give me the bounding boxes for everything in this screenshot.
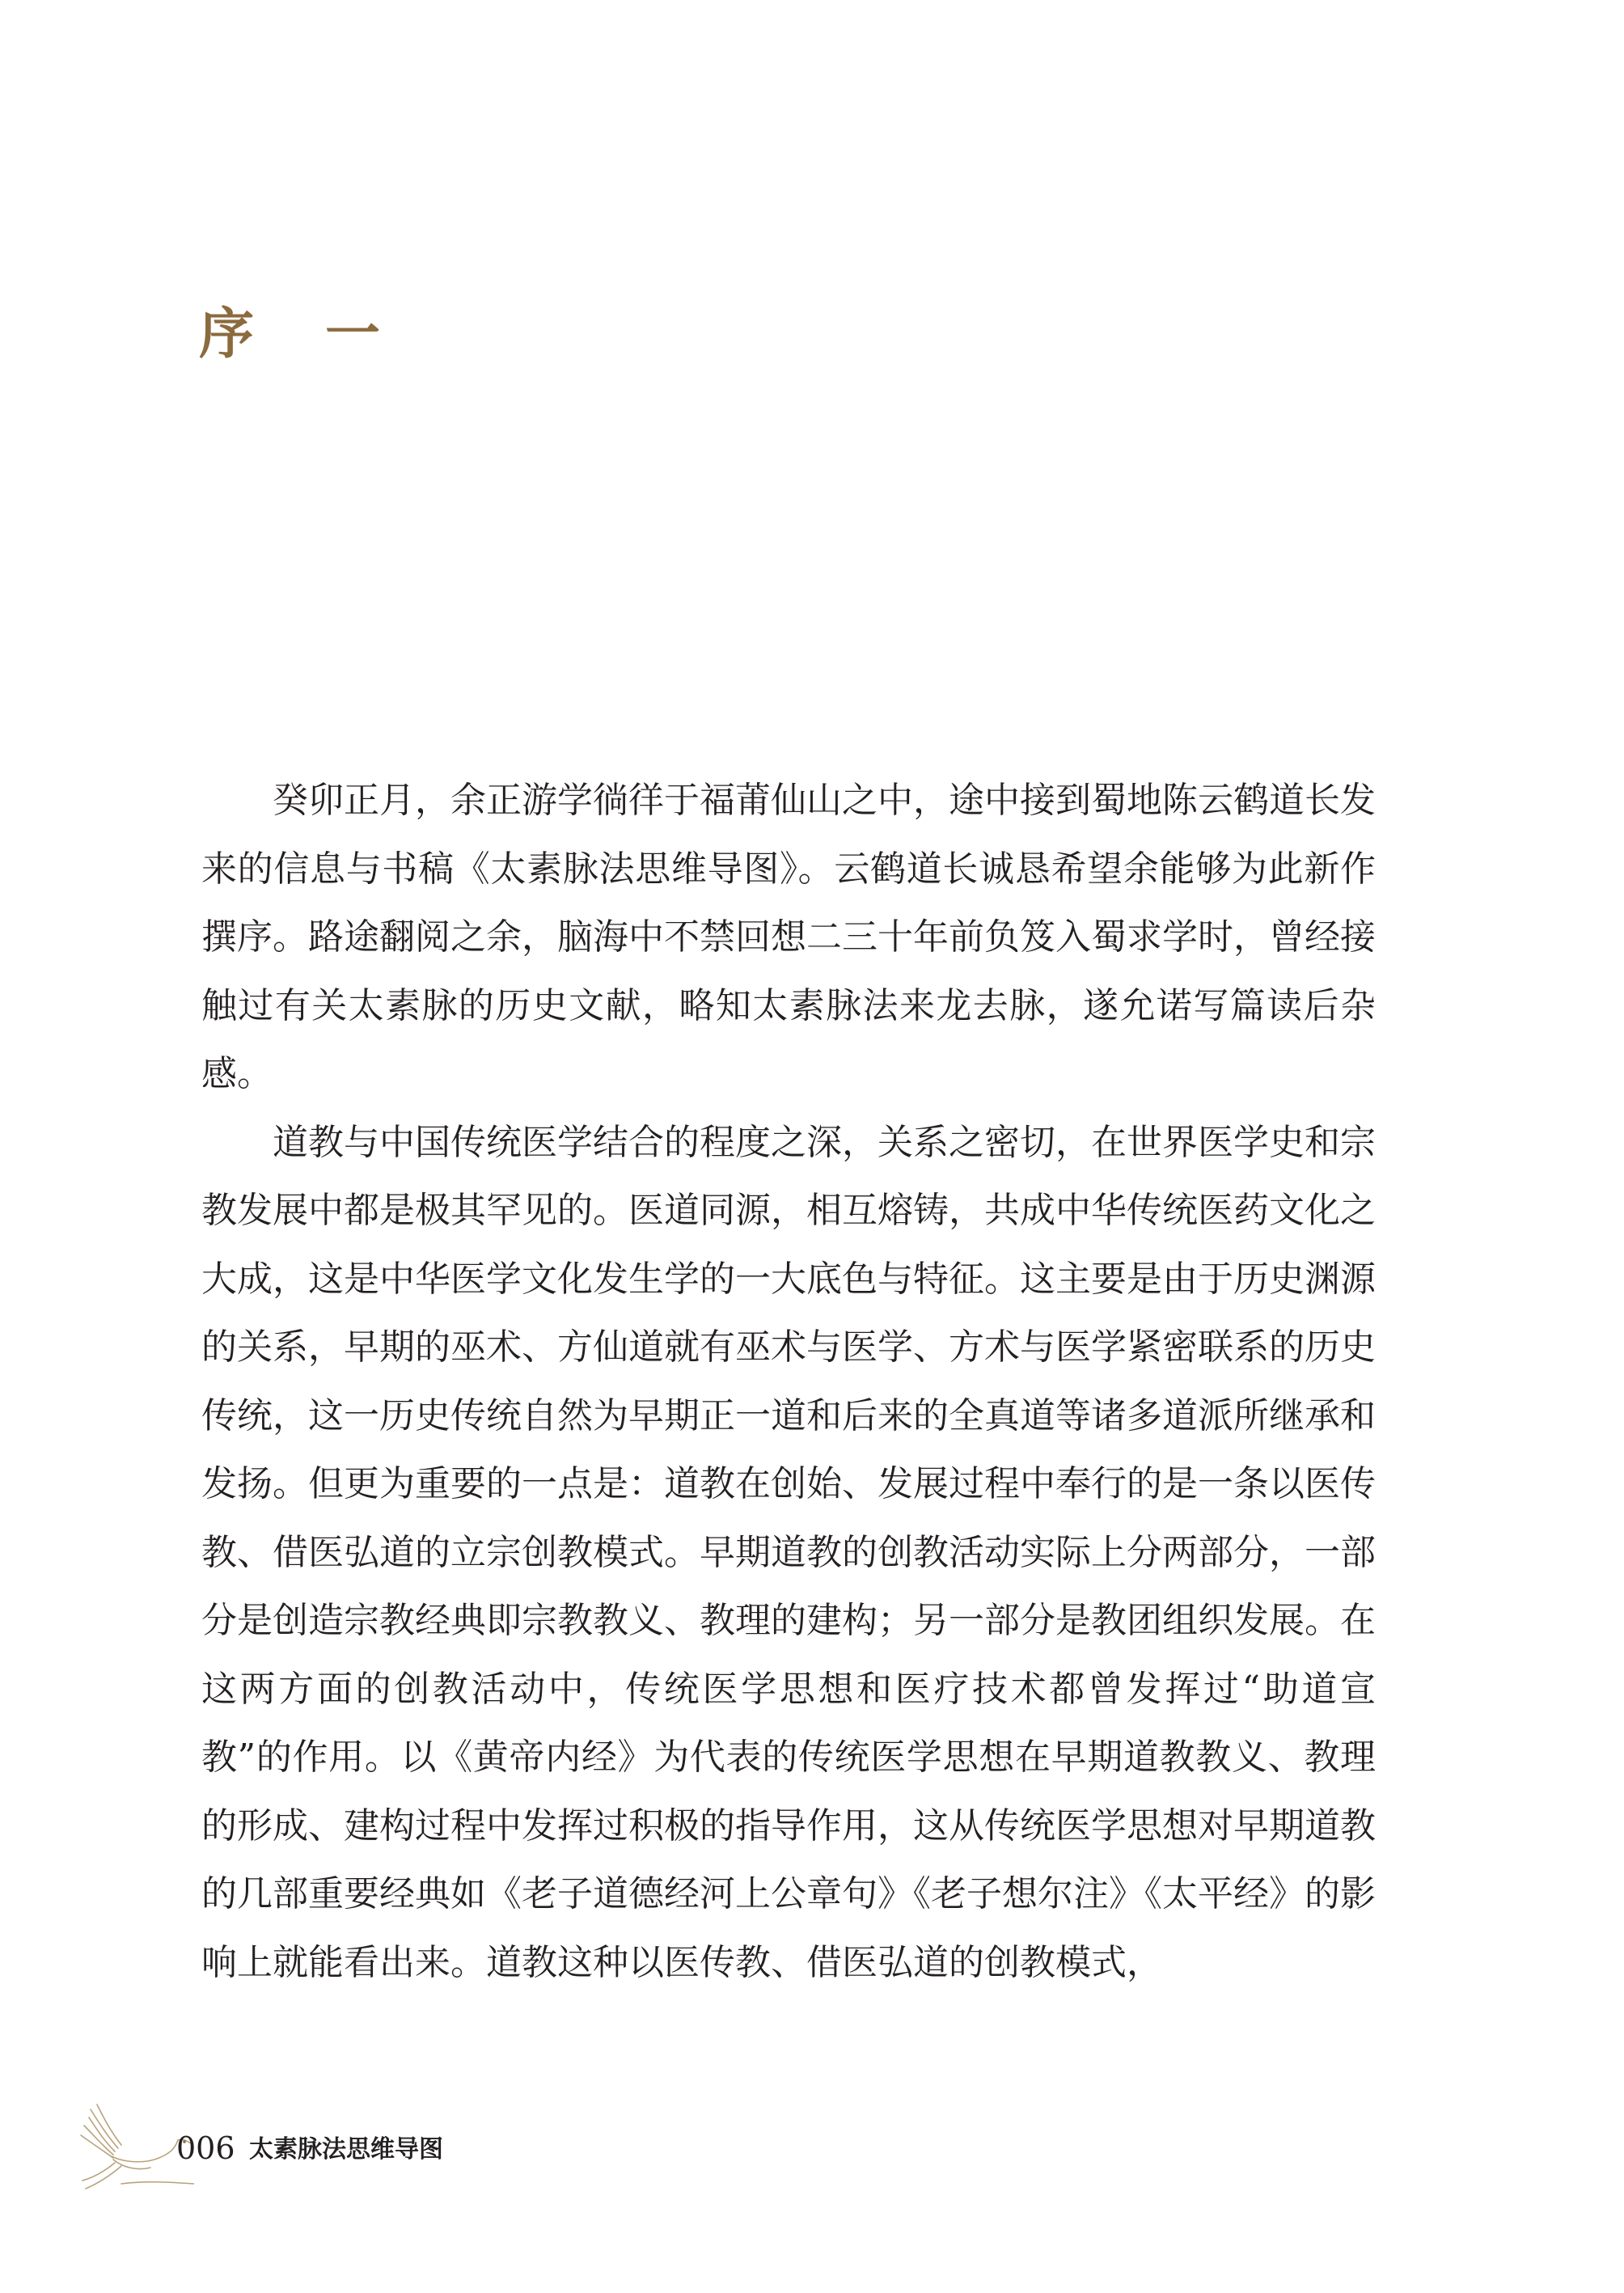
section-title: 序一 bbox=[199, 302, 452, 366]
page-footer bbox=[73, 2093, 639, 2215]
body-text bbox=[201, 767, 1376, 1997]
page-number: 006 bbox=[176, 2130, 235, 2166]
running-book-title: 太素脉法思维导图 bbox=[249, 2135, 443, 2164]
paragraph-1: 癸卯正月，余正游学徜徉于福莆仙山之中，途中接到蜀地陈云鹤道长发来的信息与书稿《太素脉法思维导图》。云鹤道长诚恳希望余能够为此新作撰序。路途翻阅之余，脑海中不禁回想二三十年前负笈入蜀求学时，曾经接触过有关太素脉的历史文献，略知太素脉法来龙去脉，遂允诺写篇读后杂感。 bbox=[201, 780, 1376, 1094]
paragraph-2: 道教与中国传统医学结合的程度之深，关系之密切，在世界医学史和宗教发展中都是极其罕见的。医道同源，相互熔铸，共成中华传统医药文化之大成，这是中华医学文化发生学的一大底色与特征。这主要是由于历史渊源的关系，早期的巫术、方仙道就有巫术与医学、方术与医学紧密联系的历史传统，这一历史传统自然为早期正一道和后来的全真道等诸多道派所继承和发扬。但更为重要的一点是：道教在创始、发展过程中奉行的是一条以医传教、借医弘道的立宗创教模式。早期道教的创教活动实际上分两部分，一部分是创造宗教经典即宗教教义、教理的建构；另一部分是教团组织发展。在这两方面的创教活动中，传统医学思想和医疗技术都曾发挥过“助道宣教”的作用。以《黄帝内经》为代表的传统医学思想在早期道教教义、教理的形成、建构过程中发挥过积极的指导作用，这从传统医学思想对早期道教的几部重要经典如《老子道德经河上公章句》《老子想尔注》《太平经》的影响上就能看出来。道教这种以医传教、借医弘道的创教模式， bbox=[201, 1121, 1376, 1983]
